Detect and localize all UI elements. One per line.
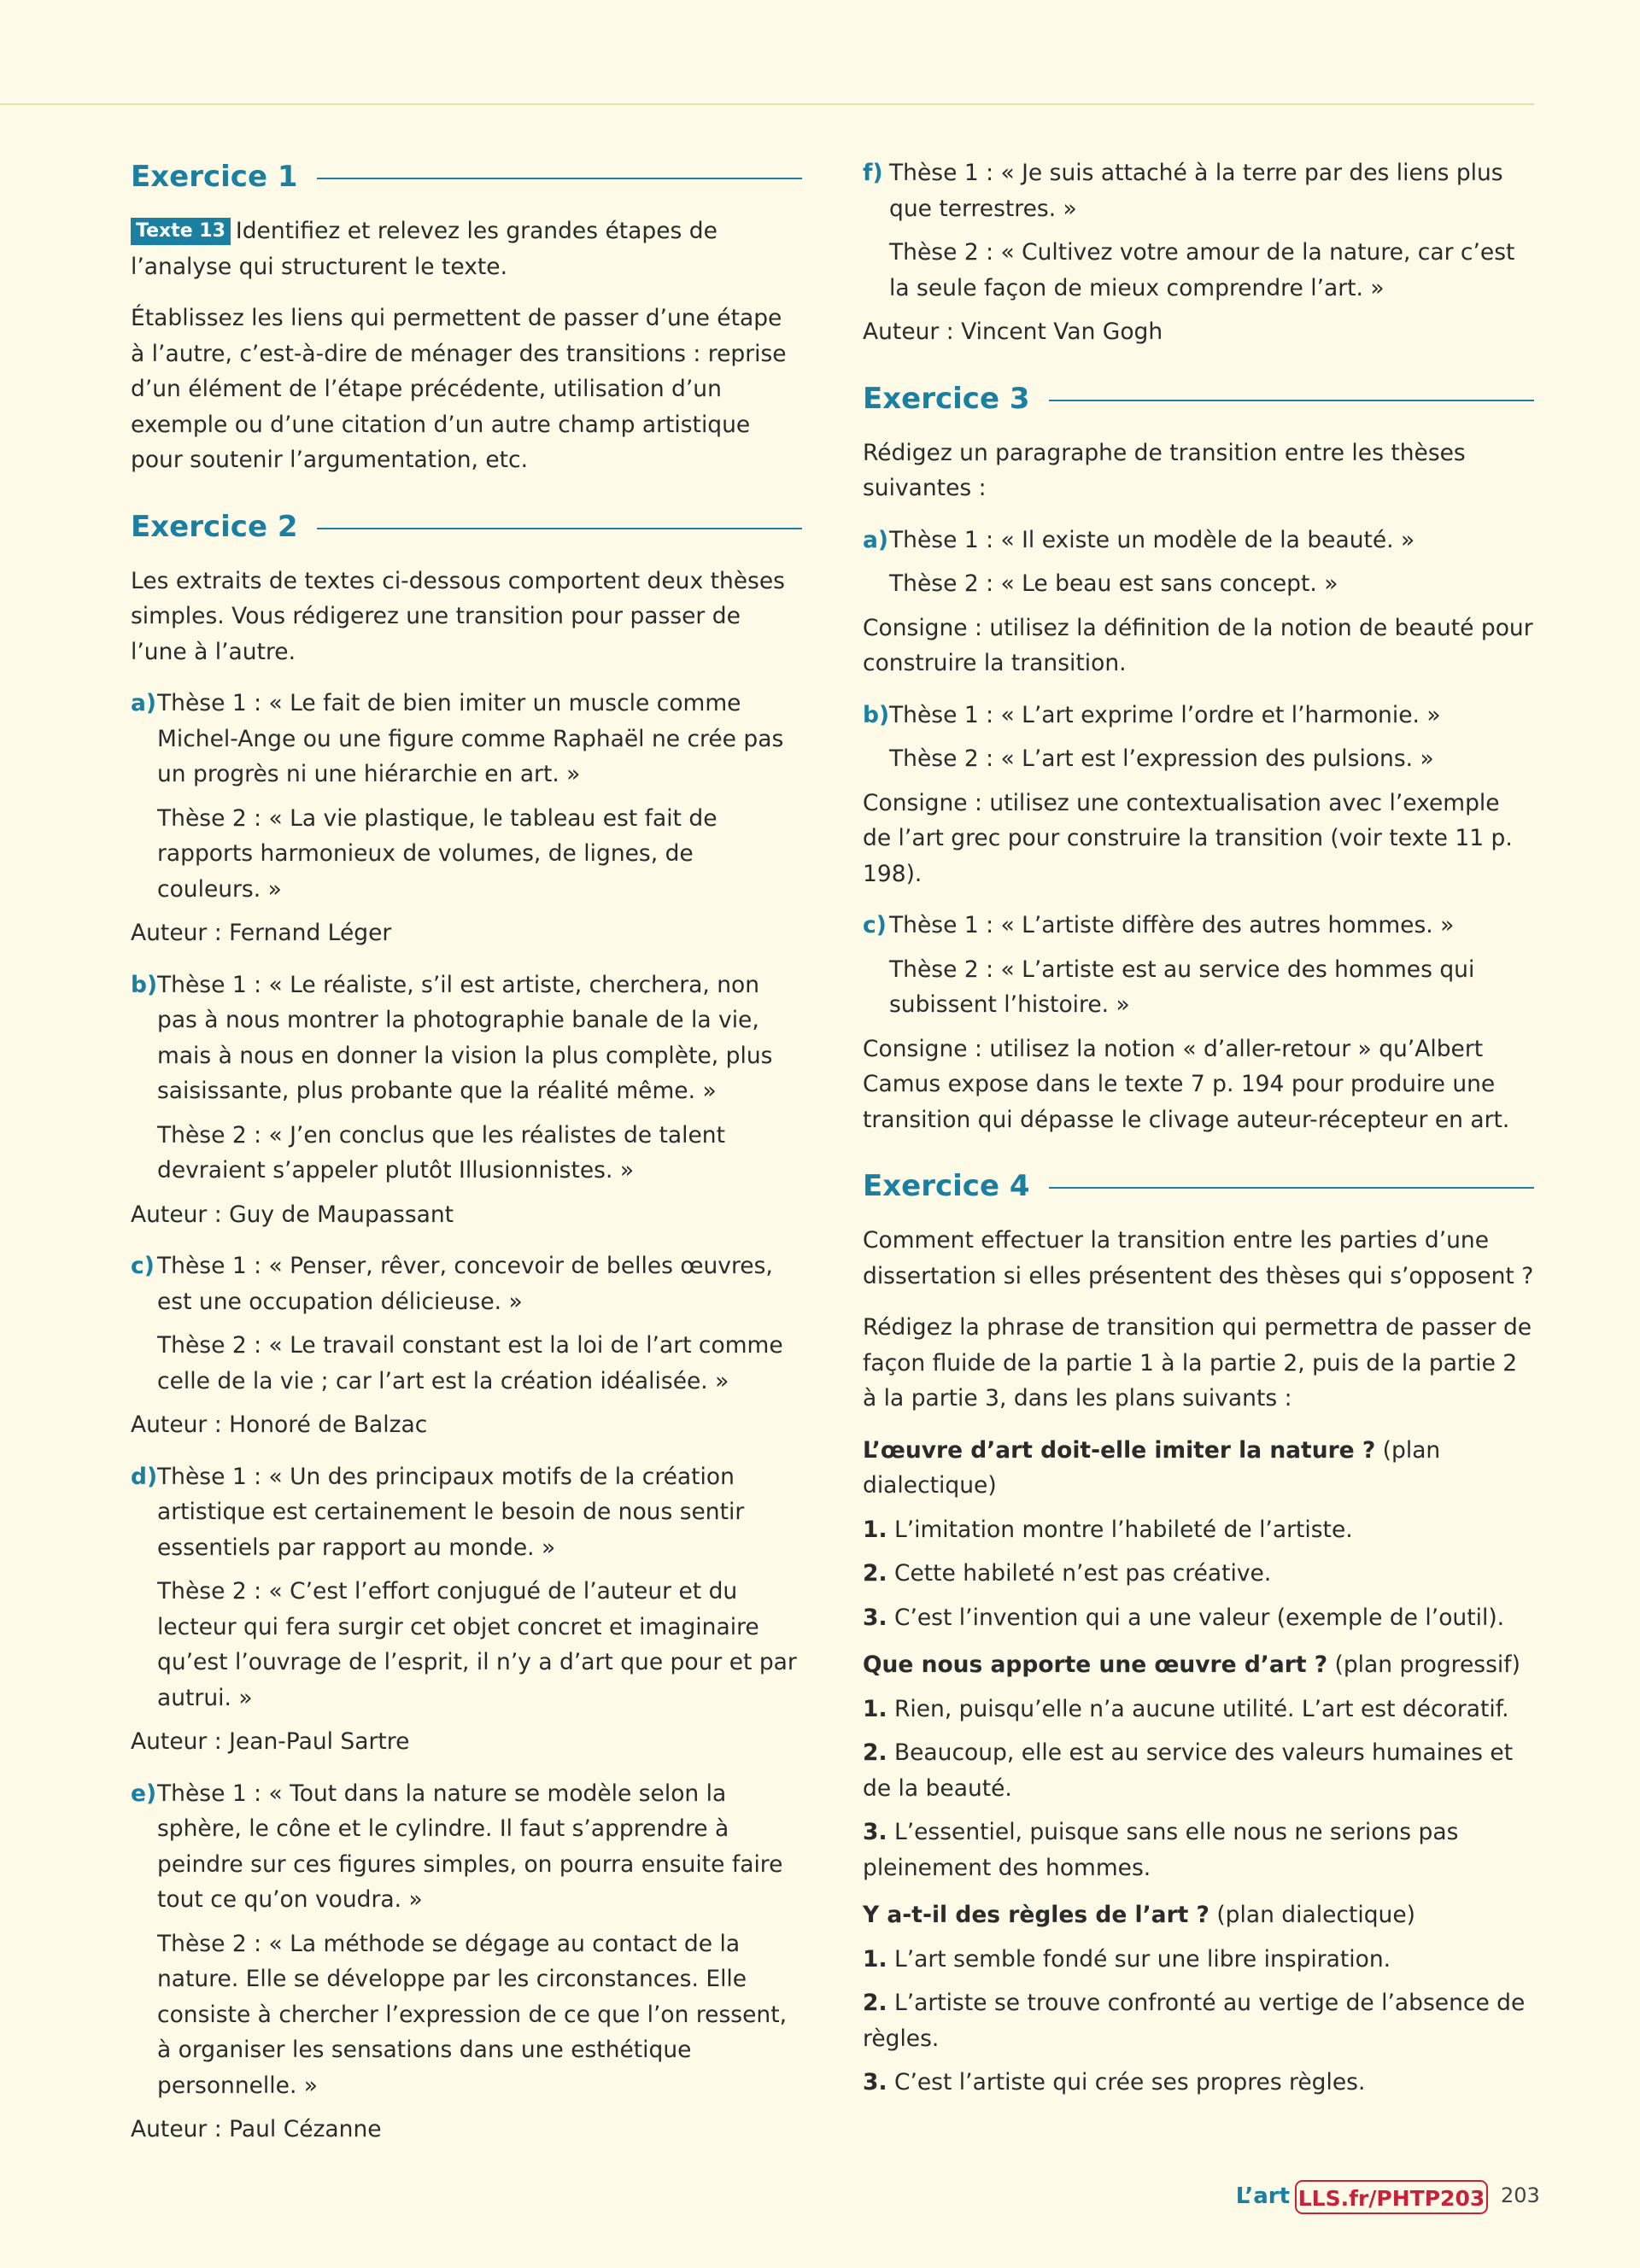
exercise-3-item-a: [863, 523, 1534, 558]
exercise-4-title: Exercice 4: [863, 1169, 1030, 1203]
plan-1-title: L’œuvre d’art doit-elle imiter la nature ? (plan dialectique): [863, 1436, 1441, 1499]
item-label: e): [131, 1780, 157, 1807]
exercise-4-paragraph-2: Rédigez la phrase de transition qui permettra de passer de façon fluide de la partie 1 à la partie 2, puis de la partie 2 à la partie 3, dans les plans suivants :: [863, 1314, 1532, 1412]
these-2: Thèse 2 : « J’en conclus que les réalistes de talent devraient s’appeler plutôt Illusionnistes. »: [157, 1121, 725, 1184]
top-rule: [0, 103, 1534, 105]
item-label: a): [863, 526, 888, 553]
plan-3-point-1: 1. L’art semble fondé sur une libre inspiration.: [863, 1945, 1391, 1973]
exercise-4-paragraph-1: Comment effectuer la transition entre les parties d’une dissertation si elles présentent des thèses qui s’opposent ?: [863, 1227, 1534, 1289]
exercise-2-item-f: [863, 155, 1534, 226]
plan-3-point-3: 3. C’est l’artiste qui crée ses propres règles.: [863, 2069, 1366, 2096]
these-2: Thèse 2 : « Le travail constant est la loi de l’art comme celle de la vie ; car l’art est la création idéalisée. »: [157, 1332, 783, 1394]
exercise-2-item-c: [131, 1248, 802, 1319]
exercise-2-intro: Les extraits de textes ci-dessous comportent deux thèses simples. Vous rédigerez une transition pour passer de l’une à l’autre.: [131, 567, 785, 665]
exercise-2-title: Exercice 2: [131, 509, 298, 544]
these-2: Thèse 2 : « Cultivez votre amour de la nature, car c’est la seule façon de mieux comprendre l’art. »: [889, 239, 1515, 301]
these-2: Thèse 2 : « C’est l’effort conjugué de l’auteur et du lecteur qui fera surgir cet objet concret et imaginaire qu’est l’ouvrage de l’esprit, il n’y a d’art que pour et par autrui. »: [157, 1578, 797, 1711]
consigne: Consigne : utilisez la notion « d’aller-retour » qu’Albert Camus expose dans le texte 7 p. 194 pour produire une transition qui dépasse le clivage auteur-récepteur en art.: [863, 1035, 1510, 1133]
exercise-2-item-b: [131, 967, 802, 1109]
exercise-1-heading: [131, 154, 802, 200]
item-label: c): [863, 912, 887, 938]
item-label: d): [131, 1463, 158, 1490]
item-label: c): [131, 1253, 155, 1279]
author: Auteur : Fernand Léger: [131, 920, 392, 946]
plan-3-title: Y a-t-il des règles de l’art ? (plan dialectique): [863, 1902, 1415, 1928]
exercise-3-item-c: [863, 908, 1534, 944]
right-column: [863, 155, 1534, 2101]
exercise-4-heading: [863, 1163, 1534, 1209]
these-2: Thèse 2 : « L’artiste est au service des hommes qui subissent l’histoire. »: [889, 956, 1475, 1018]
section-name: L’art: [1235, 2183, 1290, 2209]
these-1: Thèse 1 : « Il existe un modèle de la beauté. »: [889, 526, 1415, 553]
exercise-2-item-a: [131, 686, 802, 792]
exercise-3-title: Exercice 3: [863, 381, 1030, 416]
plan-2-title: Que nous apporte une œuvre d’art ? (plan progressif): [863, 1651, 1520, 1678]
plan-2-point-3: 3. L’essentiel, puisque sans elle nous ne serions pas pleinement des hommes.: [863, 1819, 1459, 1881]
exercise-2-item-d: [131, 1459, 802, 1566]
these-1: Thèse 1 : « Penser, rêver, concevoir de belles œuvres, est une occupation délicieuse. »: [157, 1253, 773, 1315]
these-2: Thèse 2 : « L’art est l’expression des pulsions. »: [889, 745, 1434, 772]
author: Auteur : Jean-Paul Sartre: [131, 1728, 410, 1755]
author: Auteur : Paul Cézanne: [131, 2116, 382, 2142]
exercise-1-paragraph-1: Texte 13 Identifiez et relevez les grandes étapes de l’analyse qui structurent le texte.: [131, 218, 718, 280]
item-label: f): [863, 160, 883, 186]
these-1: Thèse 1 : « L’artiste diffère des autres hommes. »: [889, 912, 1455, 938]
these-1: Thèse 1 : « Je suis attaché à la terre par des liens plus que terrestres. »: [889, 160, 1503, 222]
plan-2-point-2: 2. Beaucoup, elle est au service des valeurs humaines et de la beauté.: [863, 1739, 1514, 1802]
exercise-2-item-e: [131, 1776, 802, 1918]
plan-1-point-3: 3. C’est l’invention qui a une valeur (exemple de l’outil).: [863, 1604, 1505, 1631]
plan-2-point-1: 1. Rien, puisqu’elle n’a aucune utilité. L’art est décoratif.: [863, 1695, 1509, 1722]
exercise-3-heading: [863, 376, 1534, 422]
exercise-1-title: Exercice 1: [131, 160, 298, 194]
item-label: b): [131, 971, 158, 998]
plan-1-point-2: 2. Cette habileté n’est pas créative.: [863, 1560, 1272, 1587]
plan-3-point-2: 2. L’artiste se trouve confronté au vertige de l’absence de règles.: [863, 1990, 1526, 2052]
item-label: b): [863, 701, 890, 728]
exercise-3-intro: Rédigez un paragraphe de transition entre les thèses suivantes :: [863, 439, 1466, 501]
left-column: [131, 154, 802, 2148]
heading-rule: [317, 178, 803, 179]
text-reference-badge[interactable]: Texte 13: [131, 218, 231, 245]
item-label: a): [131, 690, 156, 716]
author: Auteur : Vincent Van Gogh: [863, 319, 1163, 345]
these-1: Thèse 1 : « Le fait de bien imiter un muscle comme Michel-Ange ou une figure comme Raphaël ne crée pas un progrès ni une hiérarchie en art. »: [157, 690, 784, 787]
page-number: 203: [1501, 2183, 1540, 2207]
heading-rule: [1049, 1187, 1535, 1189]
these-1: Thèse 1 : « Un des principaux motifs de la création artistique est certainement le besoin de nous sentir essentiels par rapport au monde. »: [157, 1463, 745, 1561]
heading-rule: [317, 528, 803, 529]
consigne: Consigne : utilisez la définition de la notion de beauté pour construire la transition.: [863, 614, 1533, 676]
heading-rule: [1049, 400, 1535, 401]
plan-1-point-1: 1. L’imitation montre l’habileté de l’artiste.: [863, 1516, 1353, 1543]
exercise-3-item-b: [863, 698, 1534, 734]
exercise-2-heading: [131, 504, 802, 550]
page-footer: [0, 2180, 1540, 2218]
author: Auteur : Honoré de Balzac: [131, 1412, 428, 1438]
these-2: Thèse 2 : « Le beau est sans concept. »: [889, 570, 1338, 597]
lls-link[interactable]: LLS.fr/PHTP203: [1295, 2180, 1488, 2214]
these-1: Thèse 1 : « Le réaliste, s’il est artiste, cherchera, non pas à nous montrer la photographie banale de la vie, mais à nous en donner la vision la plus complète, plus saisissante, plus probante que la réalité même. »: [157, 971, 773, 1104]
consigne: Consigne : utilisez une contextualisation avec l’exemple de l’art grec pour construire la transition (voir texte 11 p. 198).: [863, 789, 1513, 887]
these-2: Thèse 2 : « La vie plastique, le tableau est fait de rapports harmonieux de volumes, de lignes, de couleurs. »: [157, 804, 718, 903]
these-1: Thèse 1 : « L’art exprime l’ordre et l’harmonie. »: [889, 701, 1441, 728]
exercise-1-paragraph-2: Établissez les liens qui permettent de passer d’une étape à l’autre, c’est-à-dire de ménager des transitions : reprise d’un élément de l’étape précédente, utilisation d’un exemple ou d’une citation d’un autre champ artistique pour soutenir l’argumentation, etc.: [131, 305, 787, 473]
these-1: Thèse 1 : « Tout dans la nature se modèle selon la sphère, le cône et le cylindre. Il faut s’apprendre à peindre sur ces figures simples, on pourra ensuite faire tout ce qu’on voudra. »: [157, 1780, 783, 1913]
author: Auteur : Guy de Maupassant: [131, 1201, 454, 1228]
these-2: Thèse 2 : « La méthode se dégage au contact de la nature. Elle se développe par les circonstances. Elle consiste à chercher l’expression de ce que l’on ressent, à organiser les sensations dans une esthétique personnelle. »: [157, 1930, 788, 2099]
